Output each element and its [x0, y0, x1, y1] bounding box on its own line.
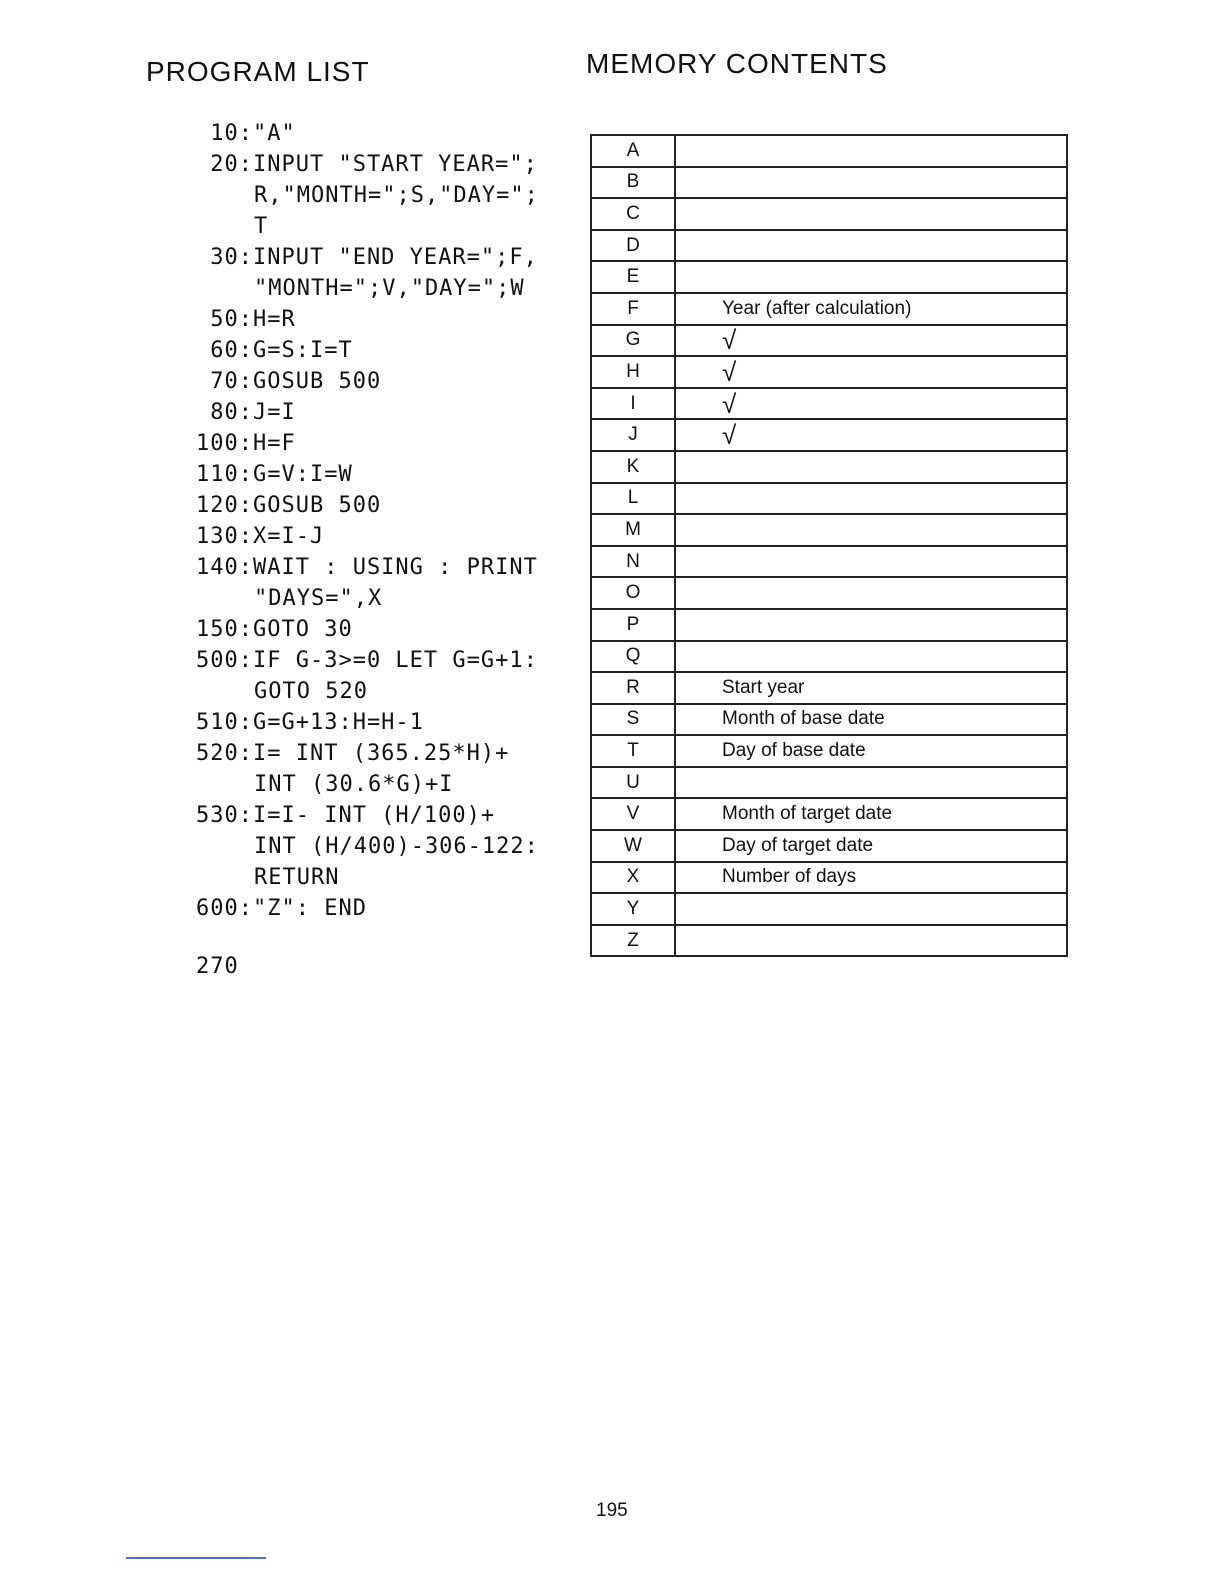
register-name: Q: [591, 641, 675, 673]
memory-row: [591, 451, 1067, 483]
register-description: [675, 261, 1067, 293]
register-description: [675, 767, 1067, 799]
memory-row: [591, 261, 1067, 293]
memory-row: [591, 893, 1067, 925]
register-name: C: [591, 198, 675, 230]
memory-row: [591, 293, 1067, 325]
memory-row: [591, 925, 1067, 957]
memory-row: [591, 135, 1067, 167]
program-note: 270: [196, 954, 239, 979]
register-description: [675, 451, 1067, 483]
program-line-continuation: INT (H/400)-306-122:: [254, 834, 539, 859]
register-name: U: [591, 767, 675, 799]
register-description: [675, 135, 1067, 167]
memory-row: [591, 704, 1067, 736]
memory-contents-table: [590, 134, 1068, 957]
memory-row: [591, 735, 1067, 767]
register-name: Y: [591, 893, 675, 925]
register-name: S: [591, 704, 675, 736]
register-name: N: [591, 546, 675, 578]
memory-row: [591, 483, 1067, 515]
program-list-heading: PROGRAM LIST: [146, 56, 370, 87]
memory-row: [591, 862, 1067, 894]
memory-contents-heading: MEMORY CONTENTS: [586, 48, 888, 79]
program-line: 70:GOSUB 500: [196, 369, 382, 394]
memory-row: [591, 419, 1067, 451]
register-description: [675, 577, 1067, 609]
register-description: [675, 609, 1067, 641]
program-line: 600:"Z": END: [196, 896, 367, 921]
memory-row: [591, 798, 1067, 830]
program-line: 80:J=I: [196, 400, 296, 425]
register-name: W: [591, 830, 675, 862]
register-description: [675, 167, 1067, 199]
register-name: V: [591, 798, 675, 830]
register-description: Month of base date: [675, 704, 1067, 736]
register-description: [675, 514, 1067, 546]
memory-row: [591, 767, 1067, 799]
register-name: Z: [591, 925, 675, 957]
memory-row: [591, 546, 1067, 578]
register-name: H: [591, 356, 675, 388]
check-mark: √: [675, 388, 1067, 420]
program-line: 60:G=S:I=T: [196, 338, 353, 363]
program-line: 20:INPUT "START YEAR=";: [196, 152, 538, 177]
register-description: Year (after calculation): [675, 293, 1067, 325]
check-mark: √: [675, 419, 1067, 451]
memory-row: [591, 167, 1067, 199]
program-line-continuation: T: [254, 214, 269, 239]
register-name: R: [591, 672, 675, 704]
memory-row: [591, 198, 1067, 230]
memory-row: [591, 641, 1067, 673]
memory-row: [591, 577, 1067, 609]
program-line: 130:X=I-J: [196, 524, 325, 549]
register-name: T: [591, 735, 675, 767]
program-line: 120:GOSUB 500: [196, 493, 382, 518]
memory-row: [591, 609, 1067, 641]
memory-row: [591, 514, 1067, 546]
program-line: 30:INPUT "END YEAR=";F,: [196, 245, 538, 270]
program-line: 100:H=F: [196, 431, 296, 456]
program-line-continuation: R,"MONTH=";S,"DAY=";: [254, 183, 539, 208]
register-description: Day of base date: [675, 735, 1067, 767]
program-line: 140:WAIT : USING : PRINT: [196, 555, 538, 580]
register-description: Day of target date: [675, 830, 1067, 862]
program-line: 500:IF G-3>=0 LET G=G+1:: [196, 648, 538, 673]
program-line-continuation: "DAYS=",X: [254, 586, 383, 611]
register-name: O: [591, 577, 675, 609]
memory-row: [591, 672, 1067, 704]
program-listing: [196, 118, 576, 979]
memory-row: [591, 356, 1067, 388]
program-line: 150:GOTO 30: [196, 617, 353, 642]
register-name: A: [591, 135, 675, 167]
register-description: [675, 230, 1067, 262]
memory-row: [591, 325, 1067, 357]
register-description: [675, 641, 1067, 673]
program-line: 510:G=G+13:H=H-1: [196, 710, 424, 735]
program-line-continuation: "MONTH=";V,"DAY=";W: [254, 276, 525, 301]
footer-rule: [126, 1557, 266, 1559]
register-name: I: [591, 388, 675, 420]
register-name: K: [591, 451, 675, 483]
register-name: E: [591, 261, 675, 293]
memory-row: [591, 388, 1067, 420]
program-line: 520:I= INT (365.25*H)+: [196, 741, 510, 766]
program-line-continuation: GOTO 520: [254, 679, 368, 704]
register-name: J: [591, 419, 675, 451]
memory-row: [591, 230, 1067, 262]
register-name: B: [591, 167, 675, 199]
register-description: [675, 925, 1067, 957]
register-description: [675, 198, 1067, 230]
program-line: 110:G=V:I=W: [196, 462, 353, 487]
register-name: L: [591, 483, 675, 515]
register-description: Number of days: [675, 862, 1067, 894]
register-description: [675, 483, 1067, 515]
register-description: [675, 893, 1067, 925]
program-line-continuation: INT (30.6*G)+I: [254, 772, 454, 797]
register-name: M: [591, 514, 675, 546]
register-name: P: [591, 609, 675, 641]
register-name: F: [591, 293, 675, 325]
page-number: 195: [596, 1500, 628, 1521]
register-name: X: [591, 862, 675, 894]
program-line: 10:"A": [196, 121, 296, 146]
register-description: Start year: [675, 672, 1067, 704]
check-mark: √: [675, 356, 1067, 388]
program-line-continuation: RETURN: [254, 865, 340, 890]
check-mark: √: [675, 325, 1067, 357]
register-description: [675, 546, 1067, 578]
memory-row: [591, 830, 1067, 862]
program-line: 50:H=R: [196, 307, 296, 332]
register-name: G: [591, 325, 675, 357]
program-line: 530:I=I- INT (H/100)+: [196, 803, 496, 828]
register-description: Month of target date: [675, 798, 1067, 830]
register-name: D: [591, 230, 675, 262]
